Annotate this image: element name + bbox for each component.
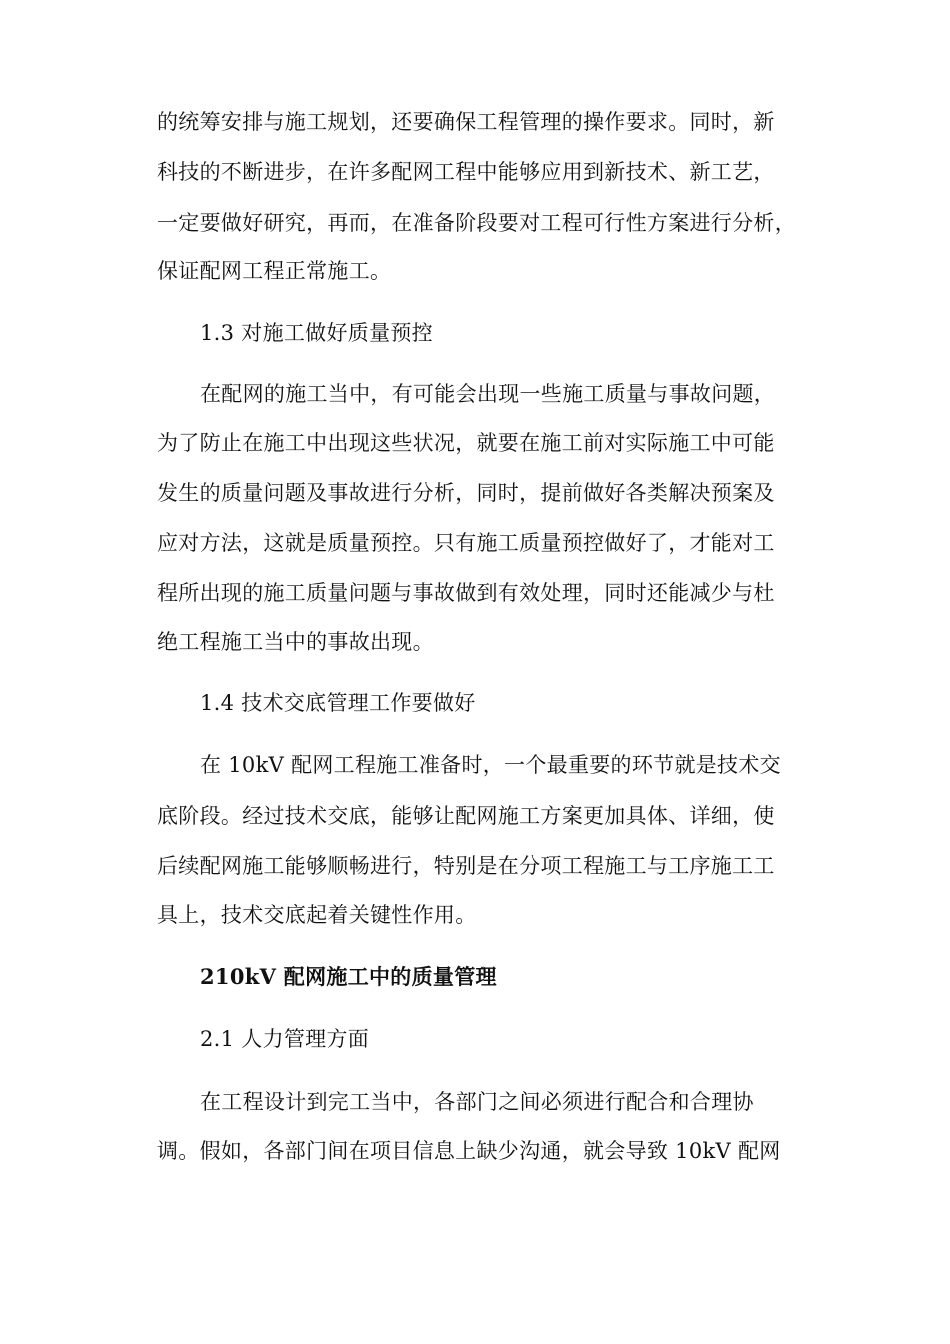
- body-text-line: 科技的不断进步，在许多配网工程中能够应用到新技术、新工艺，: [157, 160, 775, 184]
- body-text-line: 应对方法，这就是质量预控。只有施工质量预控做好了，才能对工: [157, 531, 775, 555]
- body-text-line: 在 10kV 配网工程施工准备时，一个最重要的环节就是技术交: [200, 753, 781, 777]
- chapter-heading: 210kV 配网施工中的质量管理: [200, 964, 497, 989]
- section-heading: 2.1 人力管理方面: [200, 1027, 370, 1051]
- body-text-line: 底阶段。经过技术交底，能够让配网施工方案更加具体、详细，使: [157, 804, 775, 828]
- body-text-line: 绝工程施工当中的事故出现。: [157, 630, 434, 654]
- body-text-line: 一定要做好研究，再而，在准备阶段要对工程可行性方案进行分析，: [157, 211, 796, 235]
- body-text-line: 程所出现的施工质量问题与事故做到有效处理，同时还能减少与杜: [157, 581, 775, 605]
- body-text-line: 保证配网工程正常施工。: [157, 259, 392, 283]
- body-text-line: 在工程设计到完工当中，各部门之间必须进行配合和合理协: [200, 1090, 754, 1114]
- section-heading: 1.3 对施工做好质量预控: [200, 321, 433, 345]
- body-text-line: 具上，技术交底起着关键性作用。: [157, 903, 477, 927]
- section-heading: 1.4 技术交底管理工作要做好: [200, 691, 476, 715]
- body-text-line: 发生的质量问题及事故进行分析，同时，提前做好各类解决预案及: [157, 481, 775, 505]
- body-text-line: 的统筹安排与施工规划，还要确保工程管理的操作要求。同时，新: [157, 110, 775, 134]
- body-text-line: 在配网的施工当中，有可能会出现一些施工质量与事故问题，: [200, 382, 776, 406]
- body-text-line: 调。假如，各部门间在项目信息上缺少沟通，就会导致 10kV 配网: [157, 1139, 781, 1163]
- body-text-line: 后续配网施工能够顺畅进行，特别是在分项工程施工与工序施工工: [157, 854, 775, 878]
- body-text-line: 为了防止在施工中出现这些状况，就要在施工前对实际施工中可能: [157, 431, 775, 455]
